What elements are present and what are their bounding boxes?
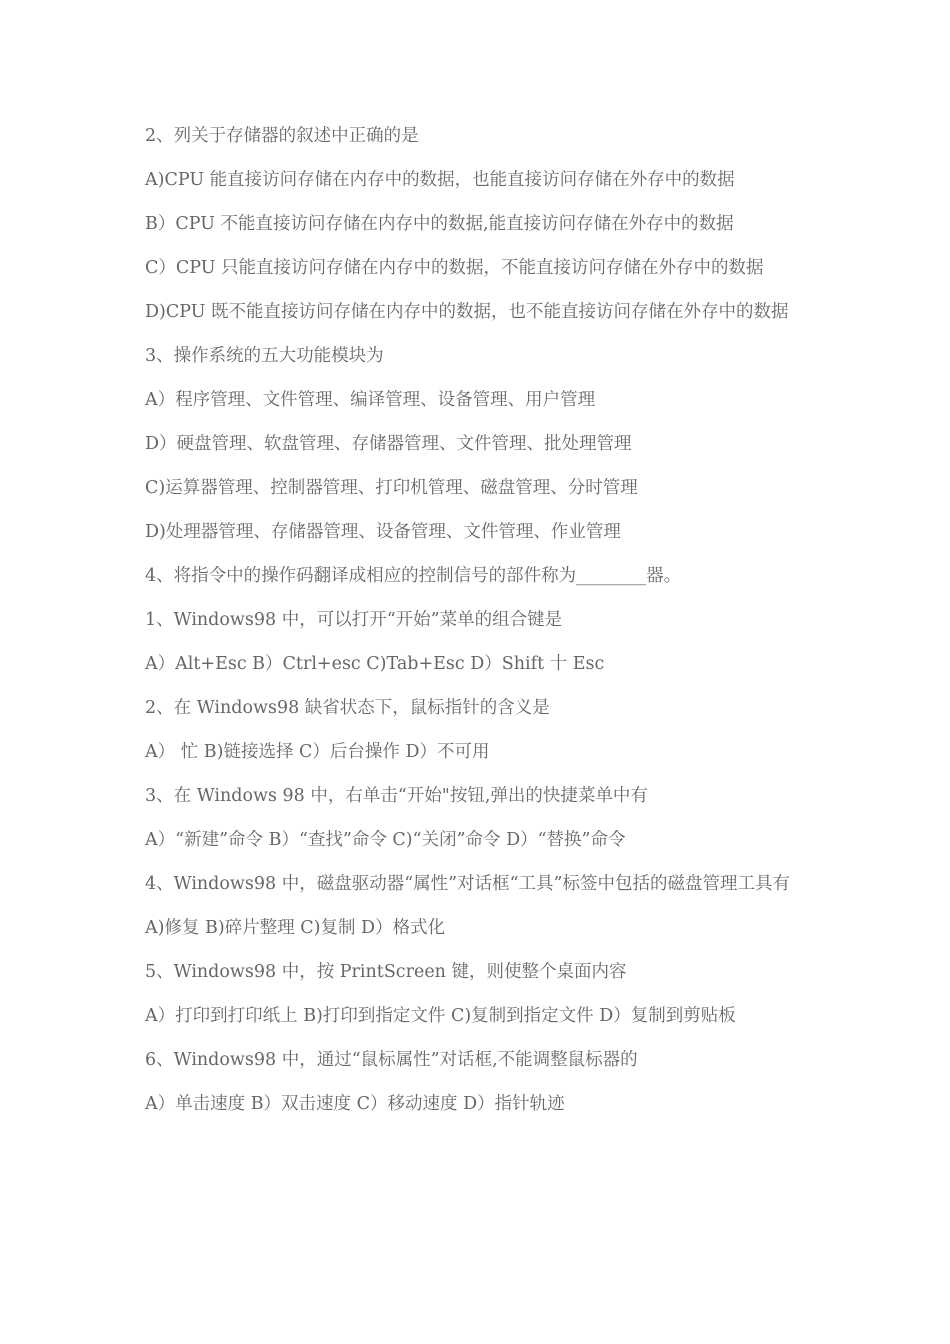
win-question-5-stem: 5、Windows98 中，按 PrintScreen 键，则使整个桌面内容 [145, 962, 627, 982]
win-question-4-options: A)修复 B)碎片整理 C)复制 D）格式化 [145, 918, 446, 938]
question-2-option-d: D)CPU 既不能直接访问存储在内存中的数据，也不能直接访问存储在外存中的数据 [145, 302, 789, 322]
win-question-5-options: A）打印到打印纸上 B)打印到指定文件 C)复制到指定文件 D）复制到剪贴板 [145, 1006, 736, 1026]
win-question-1-stem: 1、Windows98 中，可以打开“开始”菜单的组合键是 [145, 610, 563, 630]
win-question-2-stem: 2、在 Windows98 缺省状态下，鼠标指针的含义是 [145, 698, 550, 718]
win-question-6-options: A）单击速度 B）双击速度 C）移动速度 D）指针轨迹 [145, 1094, 565, 1114]
question-3-stem: 3、操作系统的五大功能模块为 [145, 346, 384, 366]
question-2-stem: 2、列关于存储器的叙述中正确的是 [145, 126, 419, 146]
win-question-4-stem: 4、Windows98 中，磁盘驱动器“属性”对话框“工具”标签中包括的磁盘管理工具有 [145, 874, 790, 894]
question-3-option-c: C)运算器管理、控制器管理、打印机管理、磁盘管理、分时管理 [145, 478, 638, 498]
win-question-3-options: A）“新建”命令 B）“查找”命令 C)“关闭”命令 D）“替换”命令 [145, 830, 626, 850]
win-question-2-options: A） 忙 B)链接选择 C）后台操作 D）不可用 [145, 742, 490, 762]
question-3-option-a: A）程序管理、文件管理、编译管理、设备管理、用户管理 [145, 390, 596, 410]
question-2-option-c: C）CPU 只能直接访问存储在内存中的数据，不能直接访问存储在外存中的数据 [145, 258, 764, 278]
question-3-option-d2: D)处理器管理、存储器管理、设备管理、文件管理、作业管理 [145, 522, 621, 542]
question-3-option-d1: D）硬盘管理、软盘管理、存储器管理、文件管理、批处理管理 [145, 434, 632, 454]
win-question-3-stem: 3、在 Windows 98 中，右单击“开始"按钮,弹出的快捷菜单中有 [145, 786, 648, 806]
question-2-option-b: B）CPU 不能直接访问存储在内存中的数据,能直接访问存储在外存中的数据 [145, 214, 734, 234]
question-2-option-a: A)CPU 能直接访问存储在内存中的数据，也能直接访问存储在外存中的数据 [145, 170, 735, 190]
document-body [145, 124, 810, 1136]
win-question-6-stem: 6、Windows98 中，通过“鼠标属性”对话框,不能调整鼠标器的 [145, 1050, 638, 1070]
win-question-1-options: A）Alt+Esc B）Ctrl+esc C)Tab+Esc D）Shift 十 Esc [145, 654, 605, 674]
question-4-fill-blank: 4、将指令中的操作码翻译成相应的控制信号的部件称为________器。 [145, 566, 682, 586]
